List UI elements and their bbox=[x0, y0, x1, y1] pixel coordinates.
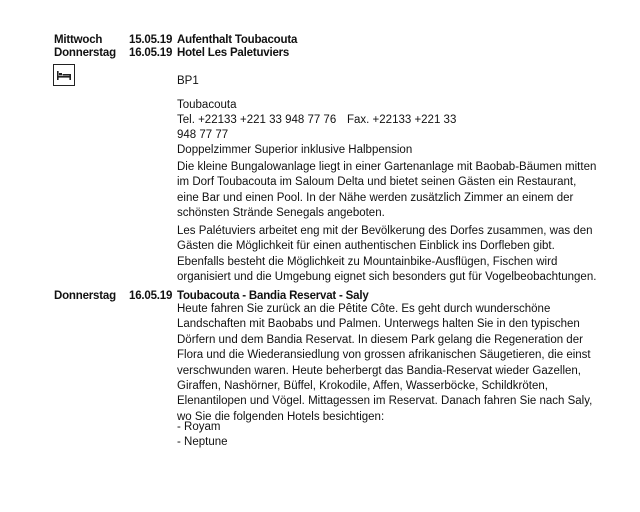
desc1-line: schönsten Strände Senegals angeboten. bbox=[177, 207, 385, 220]
day2-line: Dörfern und dem Bandia Reservat. In diesem Park gelang die Regeneration der bbox=[177, 333, 583, 346]
hotel-city: Toubacouta bbox=[177, 99, 237, 111]
hotel-list-item: - Neptune bbox=[177, 436, 228, 449]
desc2-line: Ebenfalls besteht die Möglichkeit zu Mountainbike-Ausflügen, Fischen wird bbox=[177, 255, 558, 268]
hotel-room: Doppelzimmer Superior inklusive Halbpension bbox=[177, 144, 413, 156]
day2-line: Giraffen, Nashörner, Büffel, Krokodile, Affen, Wasserböcke, Schildkröten, bbox=[177, 380, 548, 393]
desc1-line: eine Bar und einen Pool. In der Nähe werden zusätzlich Zimmer an einem der bbox=[177, 191, 574, 204]
bed-icon bbox=[53, 64, 75, 86]
row2-day: Donnerstag bbox=[54, 47, 116, 59]
row2-title: Hotel Les Paletuviers bbox=[177, 47, 290, 59]
hotel-description-1 bbox=[177, 160, 596, 222]
desc2-line: Gästen die Möglichkeit für einen authentischen Einblick ins Dorfleben gibt. bbox=[177, 240, 555, 253]
day2-day: Donnerstag bbox=[54, 290, 116, 302]
row1-date: 15.05.19 bbox=[129, 34, 173, 46]
day2-line: wo Sie die folgenden Hotels besichtigen: bbox=[177, 410, 385, 423]
day2-line: Elenantilopen und Vögel. Mittagessen im Reservat. Danach fahren Sie nach Saly, bbox=[177, 395, 593, 408]
hotel-tel: Tel. +22133 +221 33 948 77 76 bbox=[177, 114, 337, 126]
hotel-fax-cont: 948 77 77 bbox=[177, 129, 229, 141]
hotel-description-2 bbox=[177, 224, 596, 286]
day2-body bbox=[177, 302, 592, 425]
day2-line: Landschaften mit Baobabs und Palmen. Unterwegs halten Sie in den typischen bbox=[177, 318, 580, 331]
hotel-code: BP1 bbox=[177, 75, 199, 87]
day2-line: Heute fahren Sie zurück an die Pêtite Côte. Es geht durch wunderschöne bbox=[177, 303, 551, 315]
day2-date: 16.05.19 bbox=[129, 290, 173, 302]
day2-hotel-list bbox=[177, 420, 228, 451]
desc2-line: organisiert und die Umgebung eignet sich besonders gut für Vogelbeobachtungen. bbox=[177, 271, 597, 284]
desc2-line: Les Palétuviers arbeitet eng mit der Bevölkerung des Dorfes zusammen, was den bbox=[177, 225, 593, 237]
hotel-list-item: - Royam bbox=[177, 421, 221, 433]
day2-title: Toubacouta - Bandia Reservat - Saly bbox=[177, 290, 369, 302]
hotel-fax: Fax. +22133 +221 33 bbox=[347, 114, 457, 126]
day2-line: verschwunden waren. Heute beherbergt das Bandia-Reservat wieder Gazellen, bbox=[177, 364, 582, 377]
desc1-line: Die kleine Bungalowanlage liegt in einer Gartenanlage mit Baobab-Bäumen mitten bbox=[177, 161, 597, 173]
row2-date: 16.05.19 bbox=[129, 47, 173, 59]
row1-day: Mittwoch bbox=[54, 34, 103, 46]
desc1-line: im Dorf Toubacouta im Saloum Delta und bietet seinen Gästen ein Restaurant, bbox=[177, 176, 577, 189]
day2-line: Flora und die Wiederansiedlung von grossen afrikanischen Säugetieren, die einst bbox=[177, 349, 591, 362]
row1-title: Aufenthalt Toubacouta bbox=[177, 34, 298, 46]
